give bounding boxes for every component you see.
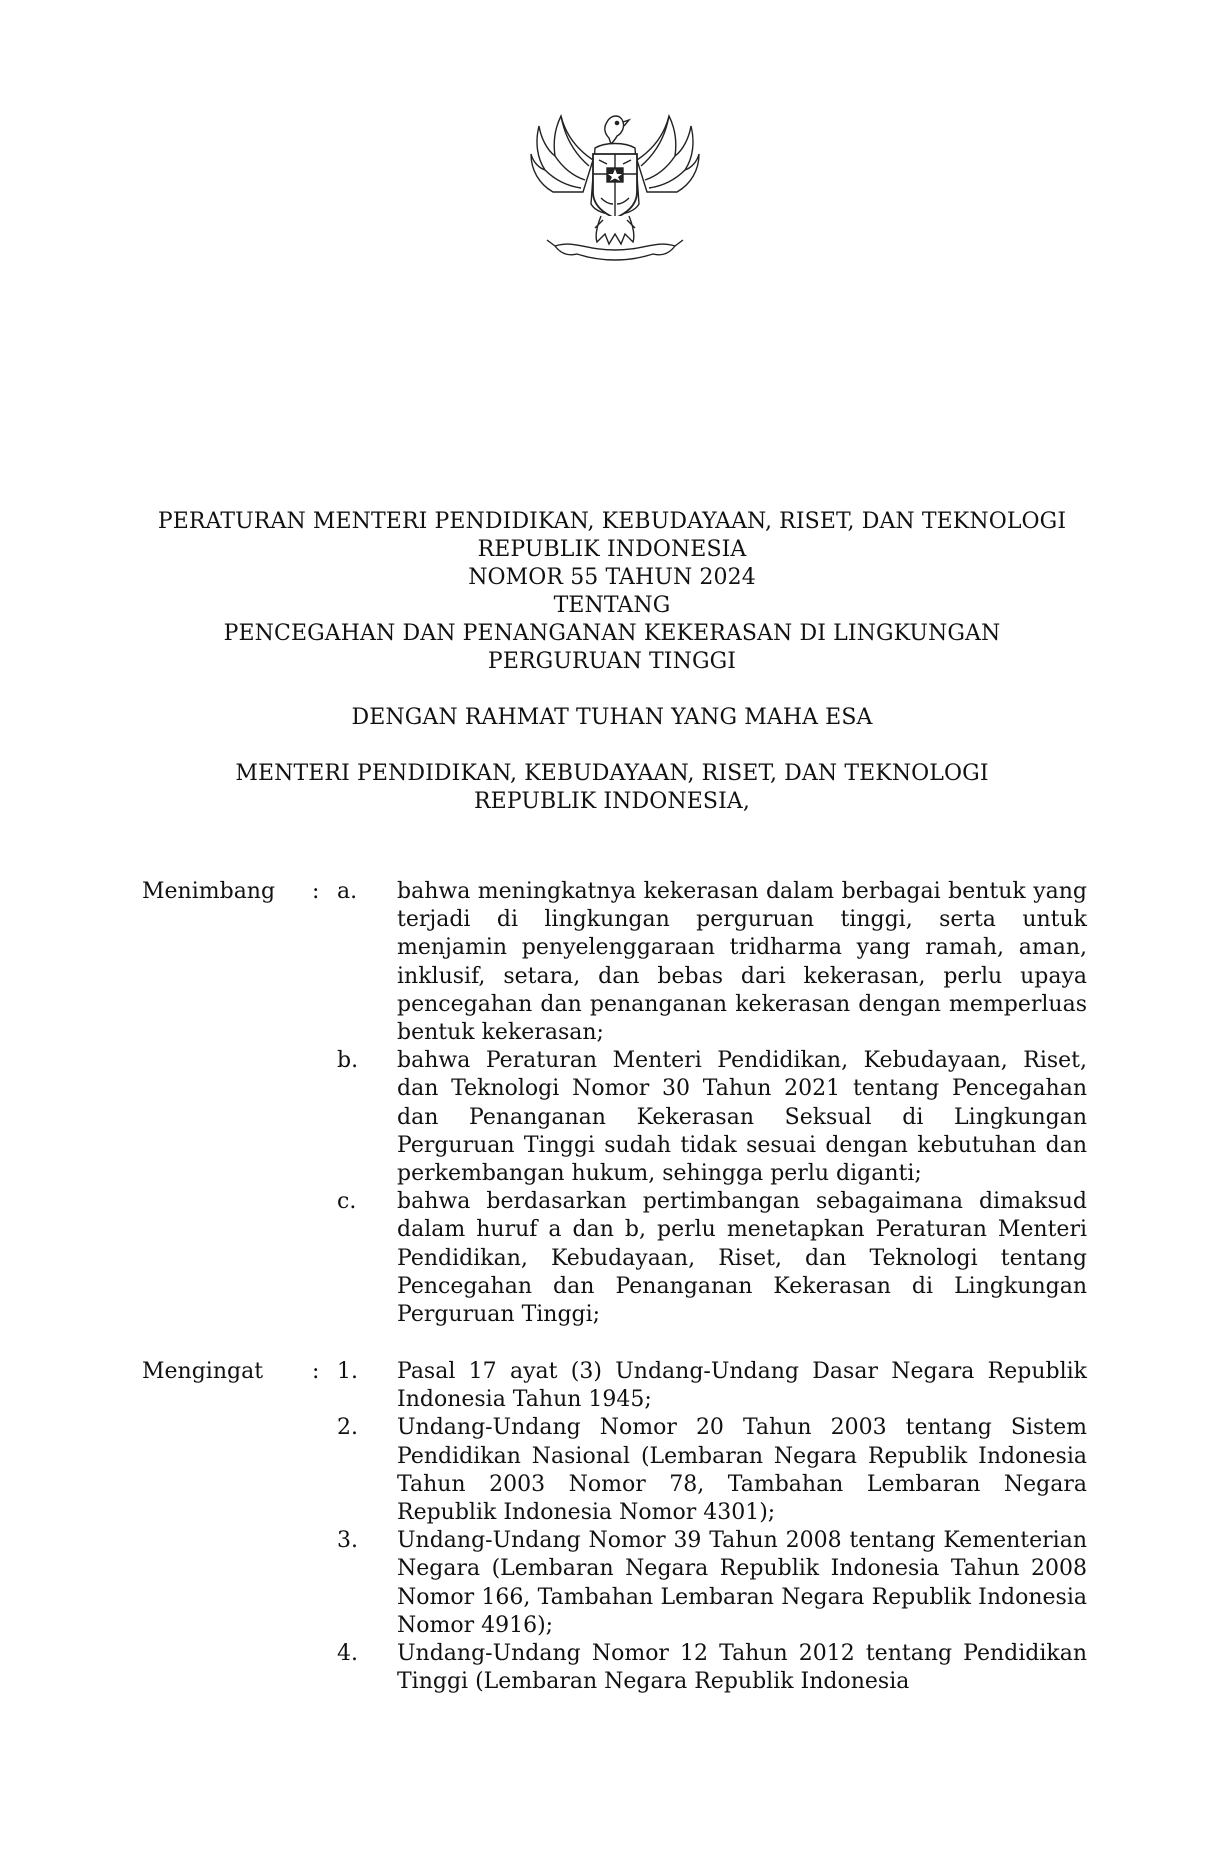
mengingat-item — [142, 1527, 1087, 1640]
item-marker: 3. — [337, 1528, 358, 1554]
item-text: bahwa berdasarkan pertimbangan sebagaimana dimaksud dalam huruf a dan b, perlu menetapkan Peraturan Menteri Pendidikan, Kebudayaan, Riset, dan Teknologi tentang Pencegahan dan Penanganan Kekerasan di Lingkungan Perguruan Tinggi; — [397, 1189, 1087, 1328]
item-text: Undang-Undang Nomor 20 Tahun 2003 tentang Sistem Pendidikan Nasional (Lembaran Negara Republik Indonesia Tahun 2003 Nomor 78, Tambahan Lembaran Negara Republik Indonesia Nomor 4301); — [397, 1415, 1087, 1526]
menimbang-item — [142, 1188, 1087, 1329]
menimbang-item — [142, 878, 1087, 1047]
item-text: bahwa Peraturan Menteri Pendidikan, Kebudayaan, Riset, dan Teknologi Nomor 30 Tahun 2021 tentang Pencegahan dan Penanganan Kekerasan Seksual di Lingkungan Perguruan Tinggi sudah tidak sesuai dengan kebutuhan dan perkembangan hukum, sehingga perlu diganti; — [397, 1048, 1087, 1187]
garuda-emblem-icon — [525, 108, 705, 268]
heading-title: PERATURAN MENTERI PENDIDIKAN, KEBUDAYAAN, RISET, DAN TEKNOLOGI — [157, 509, 1067, 534]
authority-country: REPUBLIK INDONESIA, — [474, 789, 750, 814]
heading-about: TENTANG — [553, 593, 671, 618]
heading-country: REPUBLIK INDONESIA — [477, 537, 747, 562]
mengingat-item — [142, 1358, 1087, 1414]
item-text: Pasal 17 ayat (3) Undang-Undang Dasar Negara Republik Indonesia Tahun 1945; — [397, 1359, 1087, 1413]
item-marker: c. — [337, 1189, 357, 1215]
menimbang-colon: : — [312, 879, 320, 904]
item-text: Undang-Undang Nomor 39 Tahun 2008 tentang Kementerian Negara (Lembaran Negara Republik Indonesia Tahun 2008 Nomor 166, Tambahan Lembaran Negara Republik Indonesia Nomor 4916); — [397, 1528, 1087, 1638]
menimbang-label: Menimbang — [142, 879, 276, 904]
item-marker: 2. — [337, 1415, 358, 1441]
heading-number: NOMOR 55 TAHUN 2024 — [468, 565, 756, 590]
regulation-heading — [130, 508, 1094, 816]
mengingat-list — [142, 1358, 1087, 1696]
mengingat-item — [142, 1640, 1087, 1696]
menimbang-item — [142, 1047, 1087, 1188]
menimbang-list — [142, 878, 1087, 1329]
blessing-line: DENGAN RAHMAT TUHAN YANG MAHA ESA — [351, 705, 873, 730]
item-marker: 1. — [337, 1359, 358, 1384]
item-text: bahwa meningkatnya kekerasan dalam berbagai bentuk yang terjadi di lingkungan perguruan tinggi, serta untuk menjamin penyelenggaraan tridharma yang ramah, aman, inklusif, setara, dan bebas dari kekerasan, perlu upaya pencegahan dan penanganan kekerasan dengan memperluas bentuk kekerasan; — [397, 879, 1087, 1046]
mengingat-colon: : — [312, 1359, 320, 1384]
item-text: Undang-Undang Nomor 12 Tahun 2012 tentang Pendidikan Tinggi (Lembaran Negara Republik Indonesia — [397, 1641, 1087, 1695]
heading-subject: PENCEGAHAN DAN PENANGANAN KEKERASAN DI LINGKUNGAN — [223, 621, 1001, 646]
heading-subject-cont: PERGURUAN TINGGI — [487, 649, 737, 674]
mengingat-label: Mengingat — [142, 1359, 264, 1384]
authority-title: MENTERI PENDIDIKAN, KEBUDAYAAN, RISET, DAN TEKNOLOGI — [235, 761, 989, 786]
item-marker: 4. — [337, 1641, 358, 1667]
mengingat-item — [142, 1414, 1087, 1527]
item-marker: b. — [337, 1048, 359, 1074]
item-marker: a. — [337, 879, 358, 904]
